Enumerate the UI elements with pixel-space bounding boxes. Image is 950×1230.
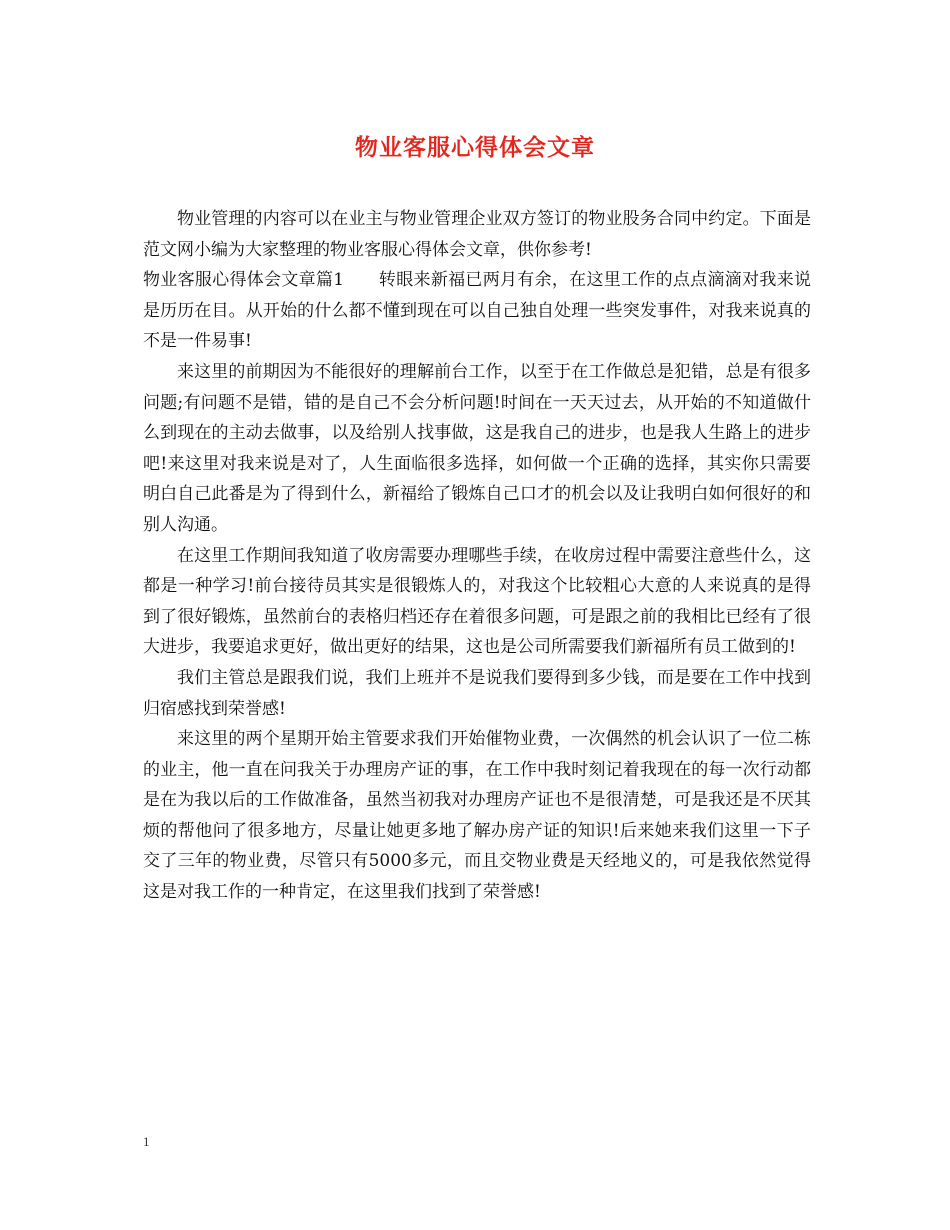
paragraph-article-1-start: 物业客服心得体会文章篇1 转眼来新福已两月有余，在这里工作的点点滴滴对我来说是历历在目。从开始的什么都不懂到现在可以自己独自处理一些突发事件，对我来说真的不是一件易事! xyxy=(143,270,811,352)
document-body xyxy=(143,204,811,908)
paragraph-supervisor: 我们主管总是跟我们说，我们上班并不是说我们要得到多少钱，而是要在工作中找到归宿感找到荣誉感! xyxy=(143,667,811,719)
page-number: 1 xyxy=(143,1134,150,1149)
paragraph-intro: 物业管理的内容可以在业主与物业管理企业双方签订的物业股务合同中约定。下面是范文网小编为大家整理的物业客服心得体会文章，供你参考! xyxy=(143,209,811,260)
paragraph-early-period: 来这里的前期因为不能很好的理解前台工作，以至于在工作做总是犯错，总是有很多问题;有问题不是错，错的是自己不会分析问题!时间在一天天过去，从开始的不知道做什么到现在的主动去做事，以及给别人找事做，这是我自己的进步，也是我人生路上的进步吧!来这里对我来说是对了，人生面临很多选择，如何做一个正确的选择，其实你只需要明白自己此番是为了得到什么，新福给了锻炼自己口才的机会以及让我明白如何很好的和别人沟通。 xyxy=(143,361,811,535)
paragraph-property-fee: 来这里的两个星期开始主管要求我们开始催物业费，一次偶然的机会认识了一位二栋的业主，他一直在问我关于办理房产证的事，在工作中我时刻记着我现在的每一次行动都是在为我以后的工作做准备，虽然当初我对办理房产证也不是很清楚，可是我还是不厌其烦的帮他问了很多地方，尽量让她更多地了解办房产证的知识!后来她来我们这里一下子交了三年的物业费，尽管只有5000多元，而且交物业费是天经地义的，可是我依然觉得这是对我工作的一种肯定，在这里我们找到了荣誉感! xyxy=(143,729,811,903)
paragraph-work-period: 在这里工作期间我知道了收房需要办理哪些手续，在收房过程中需要注意些什么，这都是一种学习!前台接待员其实是很锻炼人的，对我这个比较粗心大意的人来说真的是得到了很好锻炼，虽然前台的表格归档还存在着很多问题，可是跟之前的我相比已经有了很大进步，我要追求更好，做出更好的结果，这也是公司所需要我们新福所有员工做到的! xyxy=(143,545,811,658)
document-title: 物业客服心得体会文章 xyxy=(355,134,595,161)
